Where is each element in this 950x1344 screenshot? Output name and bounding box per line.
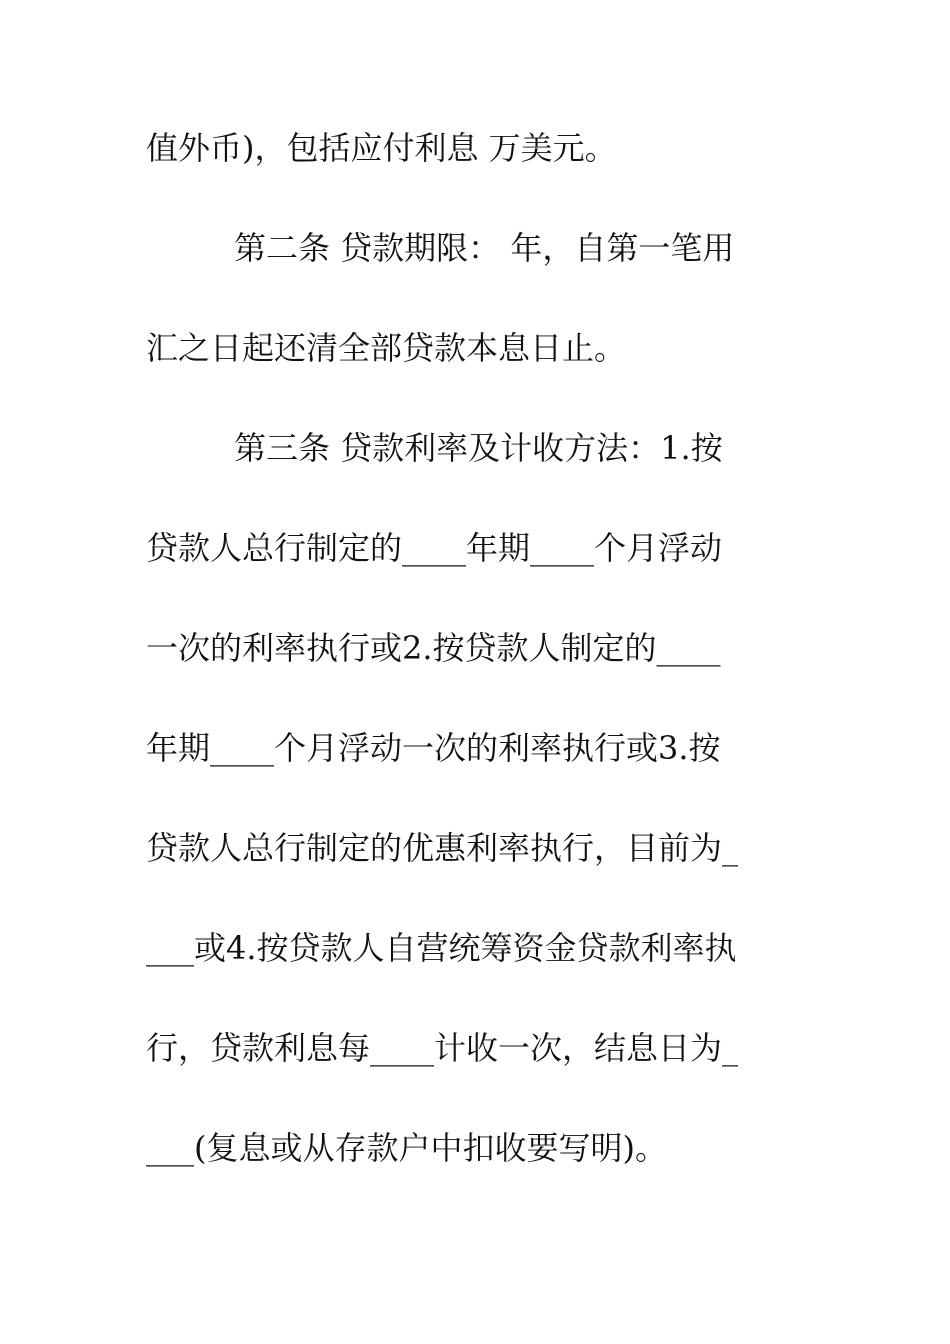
text-line-4-article-3: 第三条 贷款利率及计收方法：1.按	[234, 429, 723, 467]
text-line-10: 行，贷款利息每____计收一次，结息日为_	[146, 1029, 739, 1067]
text-line-3: 汇之日起还清全部贷款本息日止。	[146, 329, 627, 367]
text-line-9: ___或4.按贷款人自营统筹资金贷款利率执	[146, 929, 737, 967]
text-line-1: 值外币)，包括应付利息 万美元。	[146, 129, 617, 167]
text-line-11: ___(复息或从存款户中扣收要写明)。	[146, 1129, 667, 1167]
text-line-5: 贷款人总行制定的____年期____个月浮动	[146, 529, 723, 567]
text-line-6: 一次的利率执行或2.按贷款人制定的____	[146, 629, 721, 667]
text-line-2-article-2: 第二条 贷款期限： 年，自第一笔用	[234, 229, 735, 267]
text-line-7: 年期____个月浮动一次的利率执行或3.按	[146, 729, 721, 767]
text-line-8: 贷款人总行制定的优惠利率执行，目前为_	[146, 829, 739, 867]
